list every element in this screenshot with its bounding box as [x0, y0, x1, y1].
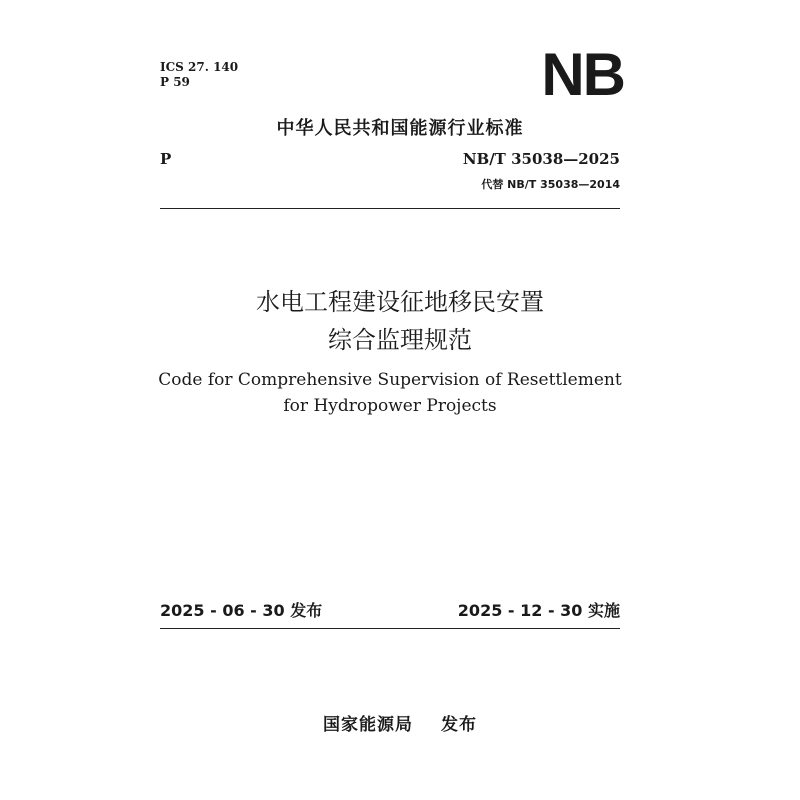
ccs-code: P 59: [160, 75, 190, 89]
implementation-date: 2025 - 12 - 30 实施: [457, 601, 620, 620]
classification-codes: [160, 60, 238, 90]
standard-number: NB/T 35038—2025: [462, 150, 620, 168]
issue-date: 2025 - 06 - 30 发布: [160, 601, 323, 620]
issuer-line: [0, 710, 800, 735]
ics-code: ICS 27. 140: [160, 60, 239, 74]
issuer-name: 国家能源局: [323, 715, 413, 735]
title-en-line2: for Hydropower Projects: [283, 396, 497, 416]
nb-logo: NB: [541, 41, 624, 108]
top-divider: [160, 208, 620, 209]
title-zh-line1: 水电工程建设征地移民安置: [256, 288, 544, 316]
issuer-action: 发布: [441, 715, 477, 735]
replaces-standard: 代替 NB/T 35038—2014: [481, 178, 620, 191]
class-letter: P: [160, 150, 172, 168]
standard-category: 中华人民共和国能源行业标准: [276, 118, 524, 139]
title-zh-line2: 综合监理规范: [328, 326, 472, 354]
title-en-line1: Code for Comprehensive Supervision of Resettlement: [158, 370, 622, 390]
bottom-divider: [160, 628, 620, 629]
